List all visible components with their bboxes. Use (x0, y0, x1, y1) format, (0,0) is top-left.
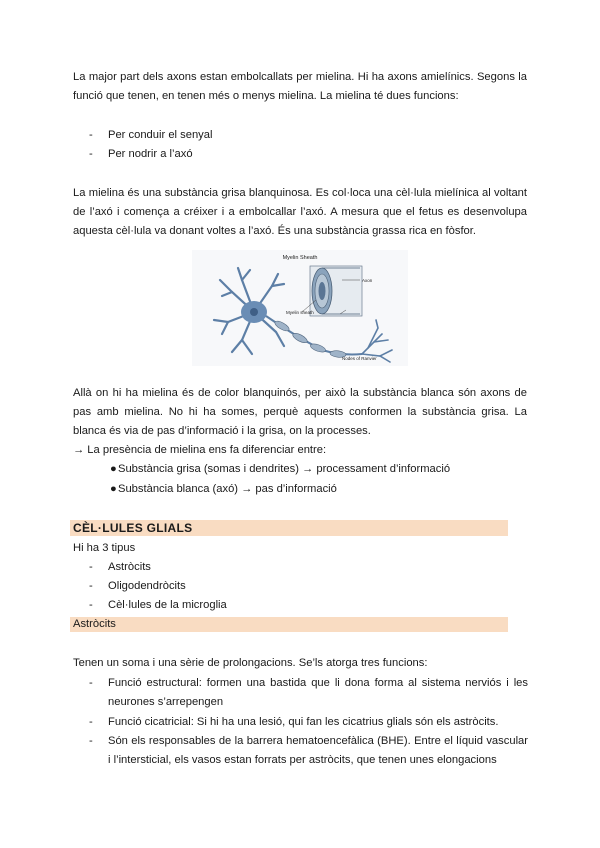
figure-label-axon: Axon (362, 278, 373, 283)
list-dash: - (89, 129, 93, 141)
grey-matter-item: Substància grisa (somas i dendrites) → processament d’informació (118, 463, 451, 475)
figure-title: Myelin Sheath (282, 255, 318, 261)
glial-type-1: Astròcits (108, 561, 151, 573)
astro-function-2: Funció cicatricial: Si hi ha una lesió, qui fan les cicatrius glials són els astròcits. (108, 716, 499, 728)
astro-function-1: Funció estructural: formen una bastida que li dona forma al sistema nerviós i les neurones s’arrepengen (108, 677, 528, 708)
white-matter-item: Substància blanca (axó) → pas d’informació (118, 483, 337, 495)
glial-type-3: Cèl·lules de la microglia (108, 599, 227, 611)
list-dash: - (89, 716, 93, 728)
astro-heading: Astròcits (73, 618, 116, 630)
figure-label-nodes: Nodes of Ranvier (342, 356, 377, 361)
glial-type-2: Oligodendròcits (108, 580, 186, 592)
list-dash: - (89, 148, 93, 160)
neuron-illustration (192, 250, 408, 366)
list-dash: - (89, 580, 93, 592)
glial-heading: CÈL·LULES GLIALS (73, 521, 193, 535)
astro-function-3: Són els responsables de la barrera hematoencefàlica (BHE). Entre el líquid vascular i l’intersticial, els vasos estan forrats per astròcits, que tenen unes elongacions (108, 735, 528, 766)
white-matter-paragraph: Allà on hi ha mielina és de color blanquinós, per això la substància blanca són axons de pas amb mielina. No hi ha somes, perquè aquests conformen la substància grisa. La blanca és via de pas d’informació i la grisa, on la processes. (73, 387, 527, 437)
myelin-paragraph: La mielina és una substància grisa blanquinosa. Es col·loca una cèl·lula mielínica al voltant de l’axó i comença a créixer i a embolcallar l’axó. A mesura que el fetus es desenvolupa aquesta cèl·lula va donant voltes a l’axó. És una substància grassa rica en fòsfor. (73, 187, 527, 237)
glial-intro: Hi ha 3 tipus (73, 542, 136, 554)
glial-heading-bar (70, 520, 508, 536)
list-dash: - (89, 735, 93, 747)
figure-label-myelin: Myelin sheath (286, 310, 314, 315)
intro-paragraph: La major part dels axons estan embolcallats per mielina. Hi ha axons amielínics. Segons la funció que tenen, en tenen més o menys mielina. La mielina té dues funcions: (73, 71, 527, 102)
bullet-dot: ● (110, 463, 117, 475)
astro-intro: Tenen un soma i una sèrie de prolongacions. Se’ls atorga tres funcions: (73, 657, 428, 669)
list-dash: - (89, 677, 93, 689)
astro-heading-bar (70, 617, 508, 632)
arrow-line: → La presència de mielina ens fa diferenciar entre: (73, 444, 327, 456)
list-dash: - (89, 599, 93, 611)
function-item-2: Per nodrir a l’axó (108, 148, 193, 160)
function-item-1: Per conduir el senyal (108, 129, 213, 141)
myelin-sheath-figure (192, 250, 408, 366)
list-dash: - (89, 561, 93, 573)
bullet-dot: ● (110, 483, 117, 495)
